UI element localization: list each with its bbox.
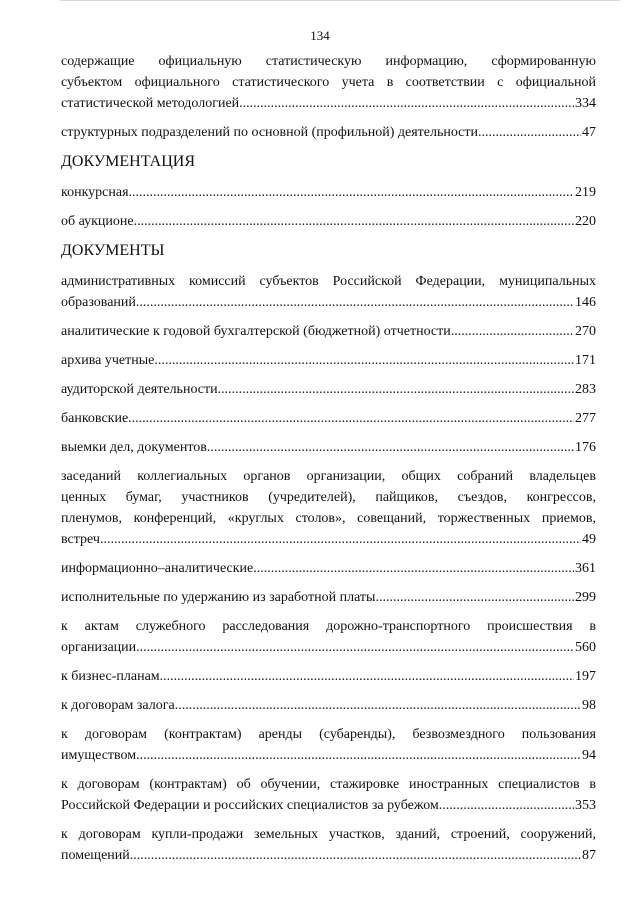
- index-entry: [61, 182, 596, 203]
- dot-leader: [130, 845, 581, 866]
- index-entry: [61, 774, 596, 816]
- entry-last-line: [61, 587, 596, 608]
- entry-last-line: [61, 558, 596, 579]
- entry-text: выемки дел, документов: [61, 440, 207, 455]
- index-entry: [61, 616, 596, 658]
- entry-text: встреч: [61, 532, 100, 547]
- entry-last-line: [61, 437, 596, 458]
- index-entry: [61, 824, 596, 866]
- dot-leader: [175, 695, 581, 716]
- entry-text: организации: [61, 640, 137, 655]
- entry-text: архива учетные: [61, 353, 155, 368]
- entry-text: аналитические к годовой бухгалтерской (бюджетной) отчетности: [61, 324, 451, 339]
- entry-text: информационно–аналитические: [61, 561, 254, 576]
- index-entry: [61, 466, 596, 550]
- entry-text: аудиторской деятельности: [61, 382, 218, 397]
- page-reference: 334: [575, 96, 596, 111]
- entry-text: имуществом: [61, 748, 137, 763]
- index-entry: [61, 408, 596, 429]
- index-entry: [61, 122, 596, 143]
- index-entry: [61, 437, 596, 458]
- index-entry: [61, 51, 596, 114]
- page-reference: 171: [575, 353, 596, 368]
- page-reference: 560: [575, 640, 596, 655]
- entry-line: к актам служебного расследования дорожно-транспортного происшествия в: [61, 619, 596, 634]
- page-reference: 299: [575, 590, 596, 605]
- index-entry: [61, 211, 596, 232]
- page-reference: 176: [575, 440, 596, 455]
- index-entry: [61, 558, 596, 579]
- dot-leader: [253, 558, 574, 579]
- page-reference: 283: [575, 382, 596, 397]
- entry-last-line: [61, 321, 596, 342]
- dot-leader: [439, 795, 574, 816]
- entry-text: помещений: [61, 848, 130, 863]
- entry-last-line: [61, 845, 596, 866]
- index-entry: [61, 724, 596, 766]
- entry-line: пленумов, конференций, «круглых столов», совещаний, торжественных приемов,: [61, 511, 596, 526]
- entry-text: образований: [61, 295, 136, 310]
- page-reference: 87: [582, 848, 596, 863]
- page-reference: 146: [575, 295, 596, 310]
- dot-leader: [100, 529, 581, 550]
- entry-last-line: [61, 408, 596, 429]
- entry-text: конкурсная: [61, 185, 129, 200]
- entry-last-line: [61, 379, 596, 400]
- page-reference: 219: [575, 185, 596, 200]
- dot-leader: [207, 437, 574, 458]
- entry-last-line: [61, 695, 596, 716]
- entry-last-line: [61, 182, 596, 203]
- entry-text: Российской Федерации и российских специалистов за рубежом: [61, 798, 439, 813]
- page-reference: 47: [582, 125, 596, 140]
- entry-line: к договорам купли-продажи земельных участков, зданий, строений, сооружений,: [61, 827, 596, 842]
- entry-last-line: [61, 211, 596, 232]
- dot-leader: [239, 93, 574, 114]
- dot-leader: [478, 122, 581, 143]
- section-heading: ДОКУМЕНТАЦИЯ: [61, 153, 196, 170]
- entry-last-line: [61, 350, 596, 371]
- entry-text: к договорам залога: [61, 698, 175, 713]
- entry-last-line: [61, 529, 596, 550]
- index-content: [61, 51, 596, 874]
- entry-line: к договорам (контрактам) об обучении, стажировке иностранных специалистов в: [61, 777, 596, 792]
- dot-leader: [136, 745, 581, 766]
- page-reference: 270: [575, 324, 596, 339]
- entry-last-line: [61, 745, 596, 766]
- dot-leader: [160, 666, 574, 687]
- entry-line: заседаний коллегиальных органов организации, общих собраний владельцев: [61, 469, 596, 484]
- entry-text: статистической методологией: [61, 96, 240, 111]
- entry-last-line: [61, 292, 596, 313]
- page-number: 134: [310, 28, 330, 43]
- dot-leader: [451, 321, 574, 342]
- entry-line: административных комиссий субъектов Российской Федерации, муниципальных: [61, 274, 596, 289]
- dot-leader: [129, 182, 574, 203]
- entry-text: об аукционе: [61, 214, 134, 229]
- page-reference: 220: [575, 214, 596, 229]
- index-entry: [61, 695, 596, 716]
- page-reference: 197: [575, 669, 596, 684]
- entry-text: к бизнес-планам: [61, 669, 160, 684]
- entry-last-line: [61, 122, 596, 143]
- entry-line: субъектом официального статистического учета в соответствии с официальной: [61, 75, 596, 90]
- index-entry: [61, 271, 596, 313]
- dot-leader: [218, 379, 574, 400]
- index-entry: [61, 587, 596, 608]
- top-rule: [60, 0, 620, 1]
- page-reference: 277: [575, 411, 596, 426]
- index-entry: [61, 379, 596, 400]
- entry-line: содержащие официальную статистическую информацию, сформированную: [61, 54, 596, 69]
- entry-text: структурных подразделений по основной (профильной) деятельности: [61, 125, 479, 140]
- entry-last-line: [61, 666, 596, 687]
- page-reference: 361: [575, 561, 596, 576]
- dot-leader: [375, 587, 574, 608]
- entry-line: ценных бумаг, участников (учредителей), пайщиков, съездов, конгрессов,: [61, 490, 596, 505]
- entry-last-line: [61, 93, 596, 114]
- page-reference: 98: [582, 698, 596, 713]
- entry-last-line: [61, 637, 596, 658]
- entry-last-line: [61, 795, 596, 816]
- dot-leader: [134, 211, 574, 232]
- dot-leader: [154, 350, 574, 371]
- page-reference: 353: [575, 798, 596, 813]
- entry-text: банковские: [61, 411, 129, 426]
- index-entry: [61, 321, 596, 342]
- entry-line: к договорам (контрактам) аренды (субаренды), безвозмездного пользования: [61, 727, 596, 742]
- entry-text: исполнительные по удержанию из заработной платы: [61, 590, 376, 605]
- dot-leader: [136, 637, 574, 658]
- index-entry: [61, 350, 596, 371]
- dot-leader: [128, 408, 574, 429]
- section-heading: ДОКУМЕНТЫ: [61, 242, 165, 259]
- page-reference: 94: [582, 748, 596, 763]
- page-reference: 49: [582, 532, 596, 547]
- index-entry: [61, 666, 596, 687]
- dot-leader: [136, 292, 574, 313]
